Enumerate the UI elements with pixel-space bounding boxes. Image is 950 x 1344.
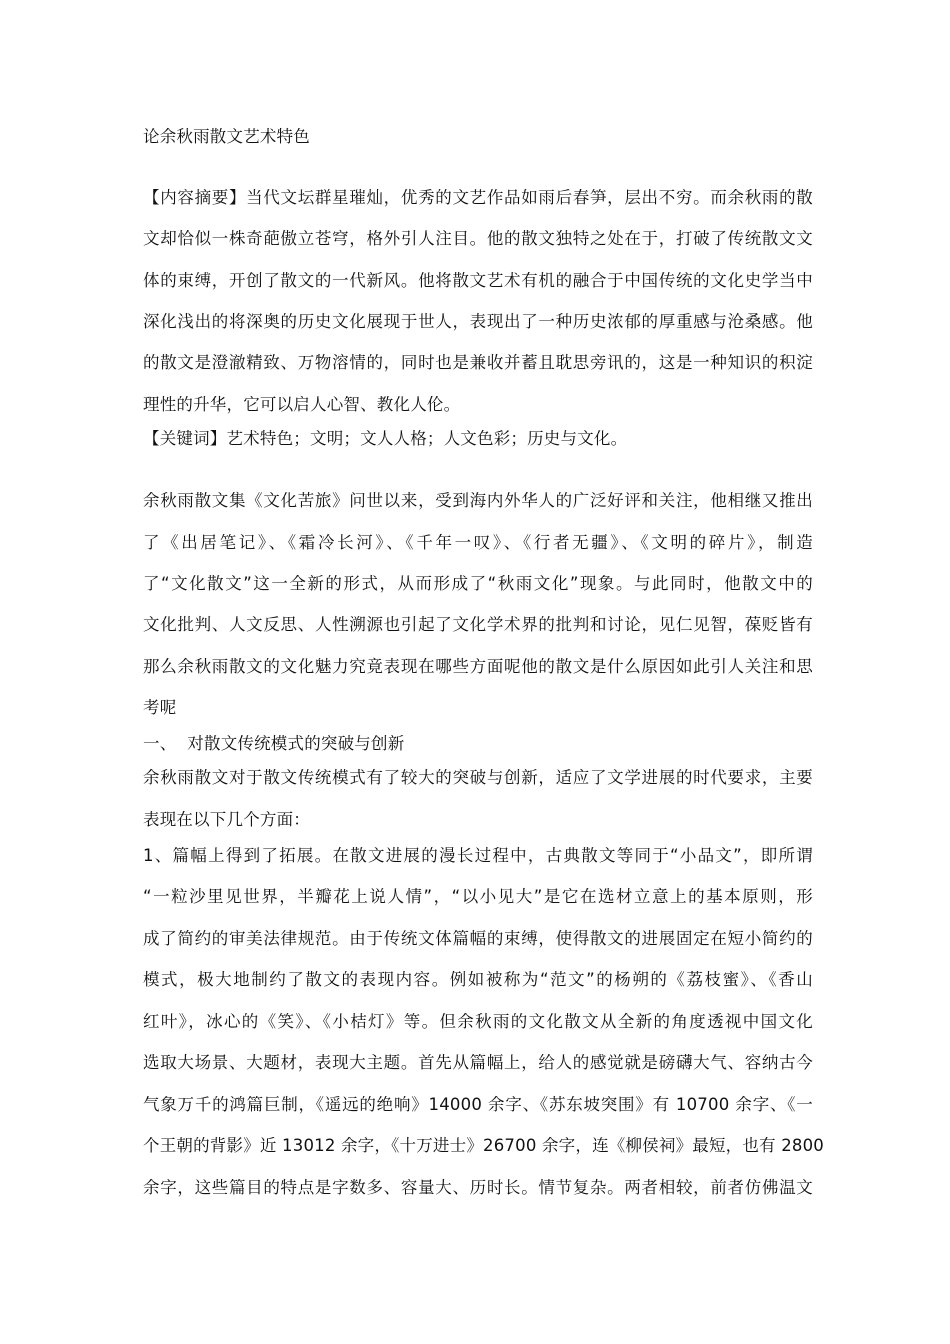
point-line: 红叶》，冰心的《笑》、《小桔灯》等。但余秋雨的文化散文从全新的角度透视中国文化 [143, 1012, 813, 1031]
point-line: 选取大场景、大题材，表现大主题。首先从篇幅上，给人的感觉就是磅礴大气、容纳古今 [143, 1053, 813, 1072]
section-intro-line: 表现在以下几个方面： [143, 810, 310, 829]
intro-line: 余秋雨散文集《文化苦旅》问世以来，受到海内外华人的广泛好评和关注，他相继又推出 [143, 491, 813, 510]
point-line: 气象万千的鸿篇巨制，《遥远的绝响》14000 余字、《苏东坡突围》有 10700 余字、《一 [143, 1095, 813, 1114]
intro-line: 文化批判、人文反思、人性溯源也引起了文化学术界的批判和讨论，见仁见智，葆贬皆有 [143, 615, 813, 634]
intro-line: 考呢 [143, 698, 177, 717]
intro-line: 了“文化散文”这一全新的形式，从而形成了“秋雨文化”现象。与此同时，他散文中的 [143, 574, 813, 593]
point-line: 1、篇幅上得到了拓展。在散文进展的漫长过程中，古典散文等同于“小品文”，即所谓 [143, 846, 813, 865]
intro-line: 了《出居笔记》、《霜冷长河》、《千年一叹》、《行者无疆》、《文明的碎片》，制造 [143, 533, 813, 552]
section-intro-line: 余秋雨散文对于散文传统模式有了较大的突破与创新，适应了文学进展的时代要求，主要 [143, 768, 813, 787]
abstract-line: 理性的升华，它可以启人心智、教化人伦。 [143, 395, 461, 414]
point-line: “一粒沙里见世界，半瓣花上说人情”，“以小见大”是它在选材立意上的基本原则，形 [143, 887, 813, 906]
intro-line: 那么余秋雨散文的文化魅力究竟表现在哪些方面呢他的散文是什么原因如此引人关注和思 [143, 657, 813, 676]
abstract-line: 深化浅出的将深奥的历史文化展现于世人，表现出了一种历史浓郁的厚重感与沧桑感。他 [143, 312, 813, 331]
abstract-line: 【内容摘要】当代文坛群星璀灿，优秀的文艺作品如雨后春笋，层出不穷。而余秋雨的散 [143, 188, 813, 207]
keywords-line: 【关键词】艺术特色；文明；文人人格；人文色彩；历史与文化。 [143, 429, 628, 448]
section-heading: 一、 对散文传统模式的突破与创新 [143, 734, 405, 753]
point-line: 个王朝的背影》近 13012 余字，《十万进士》26700 余字，连《柳侯祠》最短，也有 2800 [143, 1136, 824, 1155]
document-title: 论余秋雨散文艺术特色 [143, 127, 310, 146]
abstract-line: 文却恰似一株奇葩傲立苍穹，格外引人注目。他的散文独特之处在于，打破了传统散文文 [143, 229, 813, 248]
point-line: 余字，这些篇目的特点是字数多、容量大、历时长。情节复杂。两者相较，前者仿佛温文 [143, 1178, 813, 1197]
abstract-line: 的散文是澄澈精致、万物溶情的，同时也是兼收并蓄且耽思旁讯的，这是一种知识的积淀 [143, 353, 813, 372]
point-line: 模式，极大地制约了散文的表现内容。例如被称为“范文”的杨朔的《荔枝蜜》、《香山 [143, 970, 813, 989]
point-line: 成了简约的审美法律规范。由于传统文体篇幅的束缚，使得散文的进展固定在短小简约的 [143, 929, 813, 948]
abstract-line: 体的束缚，开创了散文的一代新风。他将散文艺术有机的融合于中国传统的文化史学当中 [143, 271, 813, 290]
